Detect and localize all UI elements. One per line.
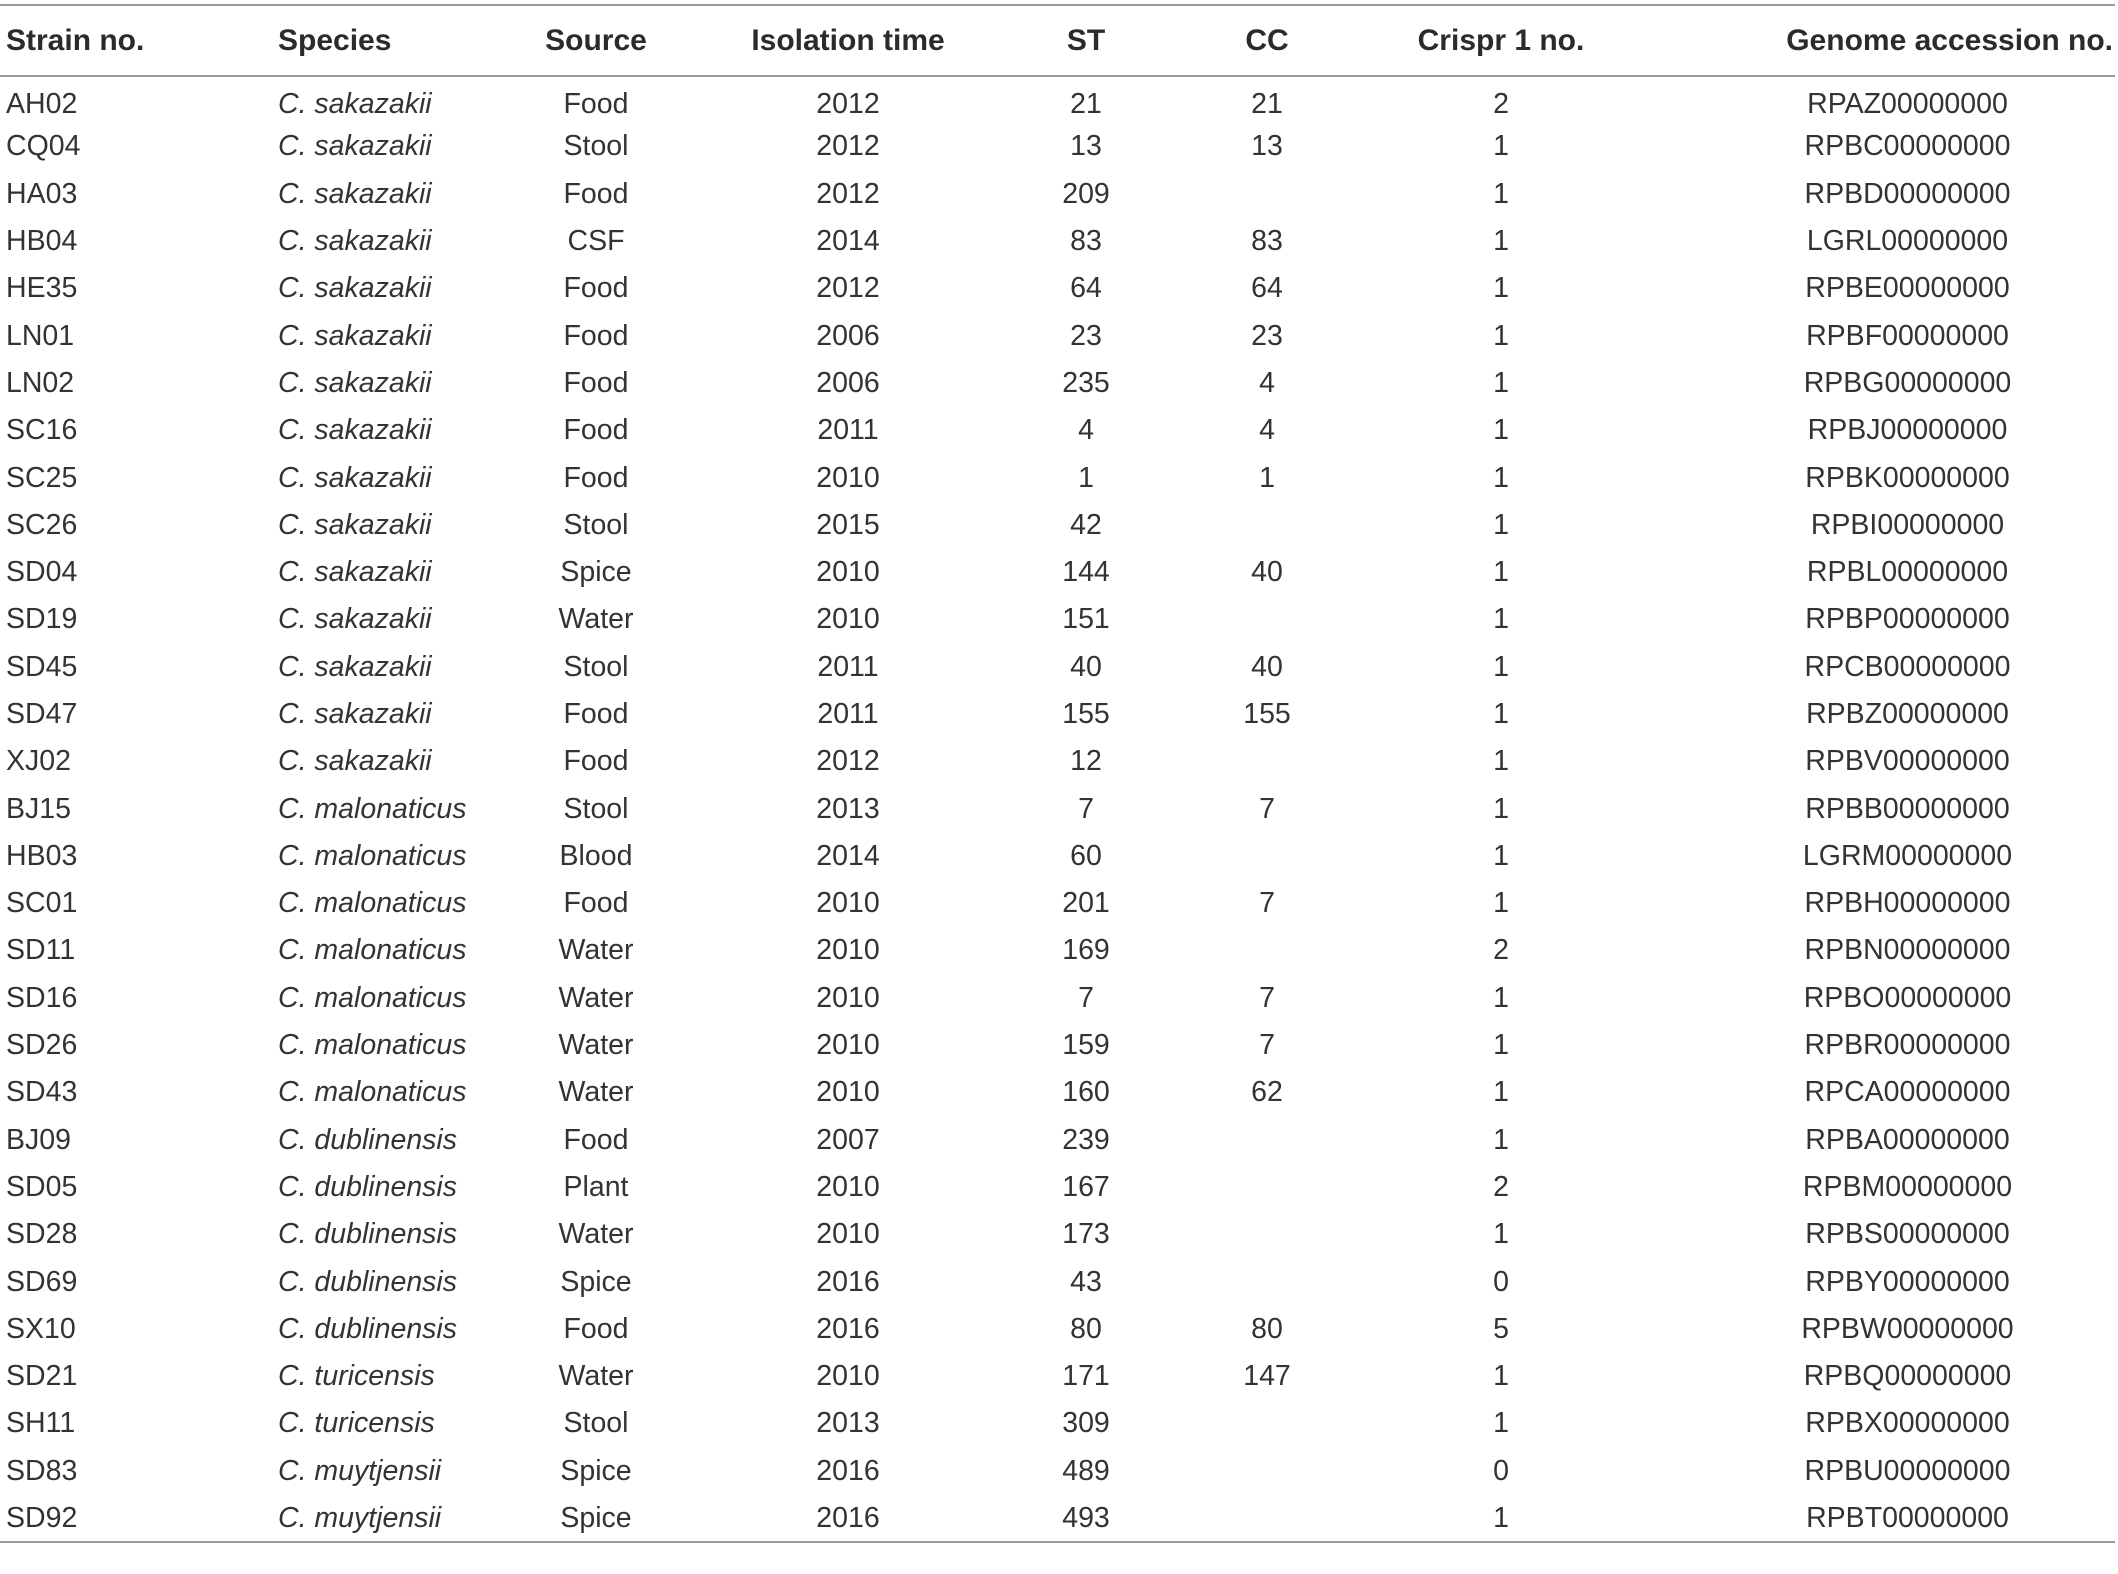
cell-strain-no: SD26 [6, 1029, 78, 1062]
cell-source: Food [563, 87, 629, 120]
cell-cc: 147 [1243, 1360, 1291, 1393]
cell-source: Spice [560, 1454, 632, 1487]
cell-crispr-no: 1 [1493, 1501, 1509, 1534]
cell-crispr-no: 1 [1493, 130, 1509, 163]
table-row [0, 265, 2115, 312]
cell-cc: 155 [1243, 698, 1291, 730]
cell-cc: 23 [1251, 319, 1283, 352]
cell-source: Spice [560, 1501, 632, 1534]
cell-crispr-no: 1 [1493, 839, 1509, 872]
cell-strain-no: SD28 [6, 1218, 78, 1251]
cell-strain-no: BJ15 [6, 792, 71, 825]
cell-species: C. sakazakii [278, 414, 432, 447]
cell-isolation-time: 2014 [816, 839, 880, 872]
cell-crispr-no: 1 [1493, 177, 1509, 210]
cell-cc [1172, 1164, 1362, 1211]
cell-st: 21 [1070, 87, 1102, 120]
cell-genome-accession: RPBN00000000 [1804, 934, 2011, 967]
cell-species: C. muytjensii [278, 1501, 442, 1534]
cell-species: C. malonaticus [278, 934, 467, 967]
cell-st: 13 [1070, 130, 1102, 163]
cell-cc: 4 [1259, 414, 1275, 447]
cell-st: 12 [1070, 745, 1102, 778]
cell-cc: 62 [1251, 1076, 1283, 1109]
cell-crispr-no: 1 [1493, 650, 1509, 683]
table-row [0, 171, 2115, 218]
cell-crispr-no: 2 [1493, 87, 1509, 120]
cell-st: 167 [1062, 1170, 1110, 1203]
cell-cc: 4 [1259, 366, 1275, 399]
table-row [0, 502, 2115, 549]
cell-st: 151 [1062, 603, 1110, 636]
cell-strain-no: SC01 [6, 887, 78, 920]
cell-strain-no: SC26 [6, 508, 78, 541]
cell-source: Spice [560, 556, 632, 589]
header-genome-accession: Genome accession no. [1786, 23, 2113, 57]
cell-species: C. dublinensis [278, 1170, 458, 1203]
cell-isolation-time: 2010 [816, 887, 880, 920]
cell-isolation-time: 2016 [816, 1265, 880, 1298]
cell-isolation-time: 2006 [816, 366, 880, 399]
cell-species: C. malonaticus [278, 1029, 467, 1062]
cell-crispr-no: 2 [1493, 934, 1509, 967]
cell-crispr-no: 1 [1493, 1407, 1509, 1440]
cell-crispr-no: 1 [1493, 461, 1509, 494]
cell-genome-accession: LGRL00000000 [1806, 225, 2009, 258]
cell-isolation-time: 2011 [817, 698, 879, 730]
cell-genome-accession: RPBW00000000 [1801, 1312, 2014, 1345]
table-row [0, 1164, 2115, 1211]
cell-source: Water [558, 603, 634, 636]
cell-species: C. sakazakii [278, 130, 432, 163]
cell-genome-accession: RPCA00000000 [1804, 1076, 2011, 1109]
cell-isolation-time: 2013 [816, 792, 880, 825]
cell-cc: 13 [1251, 130, 1283, 163]
cell-species: C. sakazakii [278, 272, 432, 305]
cell-st: 171 [1062, 1360, 1110, 1393]
cell-strain-no: SD21 [6, 1360, 78, 1393]
cell-source: Water [558, 981, 634, 1014]
cell-isolation-time: 2012 [816, 745, 880, 778]
cell-strain-no: SD04 [6, 556, 78, 589]
table-row [0, 880, 2115, 927]
cell-genome-accession: RPBR00000000 [1804, 1029, 2011, 1062]
cell-crispr-no: 1 [1493, 698, 1509, 730]
cell-species: C. sakazakii [278, 650, 432, 683]
cell-isolation-time: 2010 [816, 981, 880, 1014]
table-row [0, 123, 2115, 170]
cell-crispr-no: 1 [1493, 1218, 1509, 1251]
cell-genome-accession: RPCB00000000 [1804, 650, 2011, 683]
cell-source: Water [558, 1076, 634, 1109]
table-row [0, 360, 2115, 407]
header-strain-no: Strain no. [6, 23, 145, 57]
cell-isolation-time: 2010 [816, 461, 880, 494]
cell-isolation-time: 2010 [816, 1029, 880, 1062]
cell-source: Food [563, 414, 629, 447]
cell-genome-accession: RPBU00000000 [1804, 1454, 2011, 1487]
cell-genome-accession: RPBB00000000 [1805, 792, 2010, 825]
table-row [0, 1448, 2115, 1495]
cell-strain-no: SD05 [6, 1170, 78, 1203]
cell-cc [1172, 738, 1362, 785]
cell-species: C. malonaticus [278, 839, 467, 872]
table-row [0, 927, 2115, 974]
cell-isolation-time: 2012 [816, 130, 880, 163]
cell-species: C. sakazakii [278, 556, 432, 589]
cell-st: 159 [1062, 1029, 1110, 1062]
cell-source: Water [558, 934, 634, 967]
cell-crispr-no: 1 [1493, 745, 1509, 778]
cell-genome-accession: RPBE00000000 [1805, 272, 2010, 305]
cell-crispr-no: 5 [1493, 1312, 1509, 1345]
cell-crispr-no: 1 [1493, 508, 1509, 541]
cell-genome-accession: RPBG00000000 [1803, 366, 2012, 399]
cell-cc: 1 [1259, 461, 1275, 494]
cell-genome-accession: RPBI00000000 [1810, 508, 2005, 541]
cell-st: 42 [1070, 508, 1102, 541]
cell-species: C. sakazakii [278, 603, 432, 636]
cell-st: 23 [1070, 319, 1102, 352]
table-row [0, 1400, 2115, 1447]
cell-crispr-no: 1 [1493, 792, 1509, 825]
cell-species: C. muytjensii [278, 1454, 442, 1487]
cell-genome-accession: RPBQ00000000 [1803, 1360, 2012, 1393]
cell-source: Water [558, 1029, 634, 1062]
cell-source: Water [558, 1218, 634, 1251]
table-row [0, 1353, 2115, 1400]
cell-crispr-no: 1 [1493, 366, 1509, 399]
cell-species: C. dublinensis [278, 1123, 458, 1156]
cell-species: C. dublinensis [278, 1218, 458, 1251]
cell-st: 144 [1062, 556, 1110, 589]
cell-crispr-no: 1 [1493, 887, 1509, 920]
cell-cc: 7 [1259, 887, 1275, 920]
table-row [0, 975, 2115, 1022]
cell-species: C. sakazakii [278, 461, 432, 494]
cell-cc [1172, 833, 1362, 880]
cell-species: C. turicensis [278, 1407, 435, 1440]
cell-st: 40 [1070, 650, 1102, 683]
cell-crispr-no: 1 [1493, 981, 1509, 1014]
cell-species: C. sakazakii [278, 698, 432, 730]
cell-strain-no: XJ02 [6, 745, 71, 778]
cell-strain-no: SD16 [6, 981, 78, 1014]
cell-crispr-no: 0 [1493, 1265, 1509, 1298]
cell-isolation-time: 2010 [816, 1360, 880, 1393]
cell-cc: 40 [1251, 650, 1283, 683]
cell-isolation-time: 2007 [816, 1123, 880, 1156]
cell-genome-accession: RPBO00000000 [1803, 981, 2012, 1014]
cell-genome-accession: RPAZ00000000 [1807, 87, 2008, 120]
table-row [0, 1069, 2115, 1116]
cell-species: C. dublinensis [278, 1312, 458, 1345]
cell-source: Food [563, 272, 629, 305]
cell-st: 489 [1062, 1454, 1110, 1487]
header-cc: CC [1245, 23, 1289, 57]
cell-cc [1172, 596, 1362, 643]
cell-strain-no: SD69 [6, 1265, 78, 1298]
header-species: Species [278, 23, 392, 57]
cell-st: 239 [1062, 1123, 1110, 1156]
table-row [0, 1495, 2115, 1542]
cell-strain-no: SH11 [6, 1407, 76, 1440]
cell-st: 80 [1070, 1312, 1102, 1345]
cell-cc [1172, 171, 1362, 218]
table-row [0, 1022, 2115, 1069]
cell-isolation-time: 2010 [816, 934, 880, 967]
cell-source: Food [563, 177, 629, 210]
cell-isolation-time: 2010 [816, 1218, 880, 1251]
header-st: ST [1066, 23, 1106, 57]
cell-genome-accession: RPBH00000000 [1804, 887, 2011, 920]
cell-isolation-time: 2014 [816, 225, 880, 258]
cell-isolation-time: 2006 [816, 319, 880, 352]
cell-strain-no: SD19 [6, 603, 78, 636]
cell-strain-no: BJ09 [6, 1123, 71, 1156]
cell-isolation-time: 2011 [817, 650, 879, 683]
cell-species: C. malonaticus [278, 1076, 467, 1109]
cell-strain-no: HE35 [6, 272, 78, 305]
cell-genome-accession: RPBA00000000 [1805, 1123, 2010, 1156]
table-row [0, 407, 2115, 454]
cell-st: 235 [1062, 366, 1110, 399]
cell-crispr-no: 1 [1493, 556, 1509, 589]
cell-cc: 7 [1259, 981, 1275, 1014]
cell-genome-accession: RPBX00000000 [1805, 1407, 2010, 1440]
cell-strain-no: LN01 [6, 319, 75, 352]
cell-strain-no: SD11 [6, 934, 76, 967]
cell-crispr-no: 1 [1493, 1076, 1509, 1109]
cell-isolation-time: 2012 [816, 272, 880, 305]
cell-species: C. sakazakii [278, 177, 432, 210]
cell-st: 155 [1062, 698, 1110, 730]
header-source: Source [545, 23, 647, 57]
header-isolation-time: Isolation time [751, 23, 945, 57]
table-row [0, 1306, 2115, 1353]
cell-crispr-no: 1 [1493, 272, 1509, 305]
cell-species: C. dublinensis [278, 1265, 458, 1298]
table-row [0, 1258, 2115, 1305]
cell-crispr-no: 1 [1493, 1123, 1509, 1156]
cell-crispr-no: 1 [1493, 319, 1509, 352]
cell-cc [1172, 1400, 1362, 1447]
cell-cc: 40 [1251, 556, 1283, 589]
cell-cc [1172, 1495, 1362, 1542]
table-row [0, 76, 2115, 123]
cell-source: Blood [559, 839, 633, 872]
cell-isolation-time: 2012 [816, 87, 880, 120]
cell-cc [1172, 502, 1362, 549]
cell-genome-accession: RPBV00000000 [1805, 745, 2010, 778]
cell-species: C. malonaticus [278, 981, 467, 1014]
cell-crispr-no: 0 [1493, 1454, 1509, 1487]
table-row [0, 644, 2115, 691]
data-table-container [0, 4, 2112, 1543]
cell-source: Food [563, 1312, 629, 1345]
cell-source: Spice [560, 1265, 632, 1298]
cell-isolation-time: 2015 [816, 508, 880, 541]
cell-st: 160 [1062, 1076, 1110, 1109]
cell-st: 7 [1078, 981, 1094, 1014]
cell-cc: 7 [1259, 1029, 1275, 1062]
cell-genome-accession: RPBC00000000 [1804, 130, 2011, 163]
cell-source: Stool [563, 792, 629, 825]
table-row [0, 312, 2115, 359]
cell-st: 201 [1062, 887, 1110, 920]
cell-isolation-time: 2010 [816, 1076, 880, 1109]
cell-genome-accession: RPBZ00000000 [1806, 698, 2009, 730]
cell-strain-no: SD92 [6, 1501, 78, 1534]
cell-source: Stool [563, 1407, 629, 1440]
cell-cc: 64 [1251, 272, 1283, 305]
cell-source: Stool [563, 650, 629, 683]
cell-st: 64 [1070, 272, 1102, 305]
cell-strain-no: SD83 [6, 1454, 78, 1487]
cell-source: Food [563, 887, 629, 920]
cell-genome-accession: RPBD00000000 [1804, 177, 2011, 210]
cell-crispr-no: 1 [1493, 1029, 1509, 1062]
cell-genome-accession: RPBS00000000 [1805, 1218, 2010, 1251]
cell-isolation-time: 2016 [816, 1501, 880, 1534]
cell-species: C. sakazakii [278, 225, 432, 258]
cell-source: Stool [563, 508, 629, 541]
cell-st: 43 [1070, 1265, 1102, 1298]
cell-genome-accession: RPBT00000000 [1806, 1501, 2009, 1534]
cell-st: 173 [1062, 1218, 1110, 1251]
cell-isolation-time: 2016 [816, 1454, 880, 1487]
strain-table [0, 4, 2115, 1543]
cell-crispr-no: 1 [1493, 414, 1509, 447]
table-row [0, 596, 2115, 643]
cell-source: Plant [563, 1170, 629, 1203]
cell-crispr-no: 1 [1493, 225, 1509, 258]
cell-st: 7 [1078, 792, 1094, 825]
cell-cc [1172, 1117, 1362, 1164]
cell-st: 209 [1062, 177, 1110, 210]
cell-source: Food [563, 461, 629, 494]
cell-species: C. sakazakii [278, 745, 432, 778]
cell-strain-no: SX10 [6, 1312, 76, 1345]
cell-species: C. sakazakii [278, 508, 432, 541]
cell-genome-accession: RPBF00000000 [1806, 319, 2009, 352]
cell-crispr-no: 1 [1493, 1360, 1509, 1393]
cell-st: 1 [1078, 461, 1094, 494]
cell-genome-accession: RPBY00000000 [1805, 1265, 2010, 1298]
cell-st: 83 [1070, 225, 1102, 258]
header-row [0, 5, 2115, 76]
cell-st: 309 [1062, 1407, 1110, 1440]
cell-strain-no: AH02 [6, 87, 78, 120]
cell-strain-no: SC25 [6, 461, 78, 494]
cell-genome-accession: LGRM00000000 [1802, 839, 2013, 872]
cell-genome-accession: RPBM00000000 [1802, 1170, 2013, 1203]
cell-genome-accession: RPBL00000000 [1806, 556, 2009, 589]
cell-source: Food [563, 1123, 629, 1156]
cell-cc: 83 [1251, 225, 1283, 258]
cell-genome-accession: RPBK00000000 [1805, 461, 2010, 494]
cell-strain-no: HB04 [6, 225, 78, 258]
table-row [0, 218, 2115, 265]
cell-isolation-time: 2011 [817, 414, 879, 447]
cell-isolation-time: 2010 [816, 1170, 880, 1203]
cell-source: Stool [563, 130, 629, 163]
table-row [0, 785, 2115, 832]
cell-cc [1172, 1211, 1362, 1258]
cell-cc [1172, 927, 1362, 974]
table-row [0, 833, 2115, 880]
cell-strain-no: HA03 [6, 177, 78, 210]
cell-strain-no: LN02 [6, 366, 75, 399]
cell-source: Food [563, 745, 629, 778]
cell-cc: 80 [1251, 1312, 1283, 1345]
cell-crispr-no: 2 [1493, 1170, 1509, 1203]
cell-species: C. sakazakii [278, 319, 432, 352]
table-row [0, 691, 2115, 738]
cell-st: 4 [1078, 414, 1094, 447]
cell-isolation-time: 2013 [816, 1407, 880, 1440]
cell-cc [1172, 1448, 1362, 1495]
cell-st: 493 [1062, 1501, 1110, 1534]
cell-st: 60 [1070, 839, 1102, 872]
cell-source: Food [563, 698, 629, 730]
cell-species: C. malonaticus [278, 887, 467, 920]
cell-cc [1172, 1258, 1362, 1305]
cell-strain-no: HB03 [6, 839, 78, 872]
cell-genome-accession: RPBJ00000000 [1807, 414, 2008, 447]
table-body [0, 76, 2115, 1542]
table-row [0, 1211, 2115, 1258]
cell-species: C. turicensis [278, 1360, 435, 1393]
cell-source: Food [563, 366, 629, 399]
cell-source: Food [563, 319, 629, 352]
table-row [0, 738, 2115, 785]
cell-strain-no: SC16 [6, 414, 78, 447]
cell-cc: 21 [1251, 87, 1283, 120]
cell-isolation-time: 2012 [816, 177, 880, 210]
table-row [0, 549, 2115, 596]
cell-strain-no: SD43 [6, 1076, 78, 1109]
cell-isolation-time: 2016 [816, 1312, 880, 1345]
cell-species: C. sakazakii [278, 366, 432, 399]
cell-isolation-time: 2010 [816, 603, 880, 636]
cell-strain-no: SD45 [6, 650, 78, 683]
cell-strain-no: SD47 [6, 698, 78, 730]
cell-crispr-no: 1 [1493, 603, 1509, 636]
cell-source: CSF [567, 225, 625, 258]
cell-cc: 7 [1259, 792, 1275, 825]
table-row [0, 454, 2115, 501]
table-header [0, 5, 2115, 76]
cell-st: 169 [1062, 934, 1110, 967]
cell-species: C. malonaticus [278, 792, 467, 825]
cell-genome-accession: RPBP00000000 [1805, 603, 2010, 636]
cell-species: C. sakazakii [278, 87, 432, 120]
cell-source: Water [558, 1360, 634, 1393]
table-row [0, 1117, 2115, 1164]
cell-isolation-time: 2010 [816, 556, 880, 589]
header-crispr-no: Crispr 1 no. [1417, 23, 1585, 57]
cell-strain-no: CQ04 [6, 130, 81, 163]
